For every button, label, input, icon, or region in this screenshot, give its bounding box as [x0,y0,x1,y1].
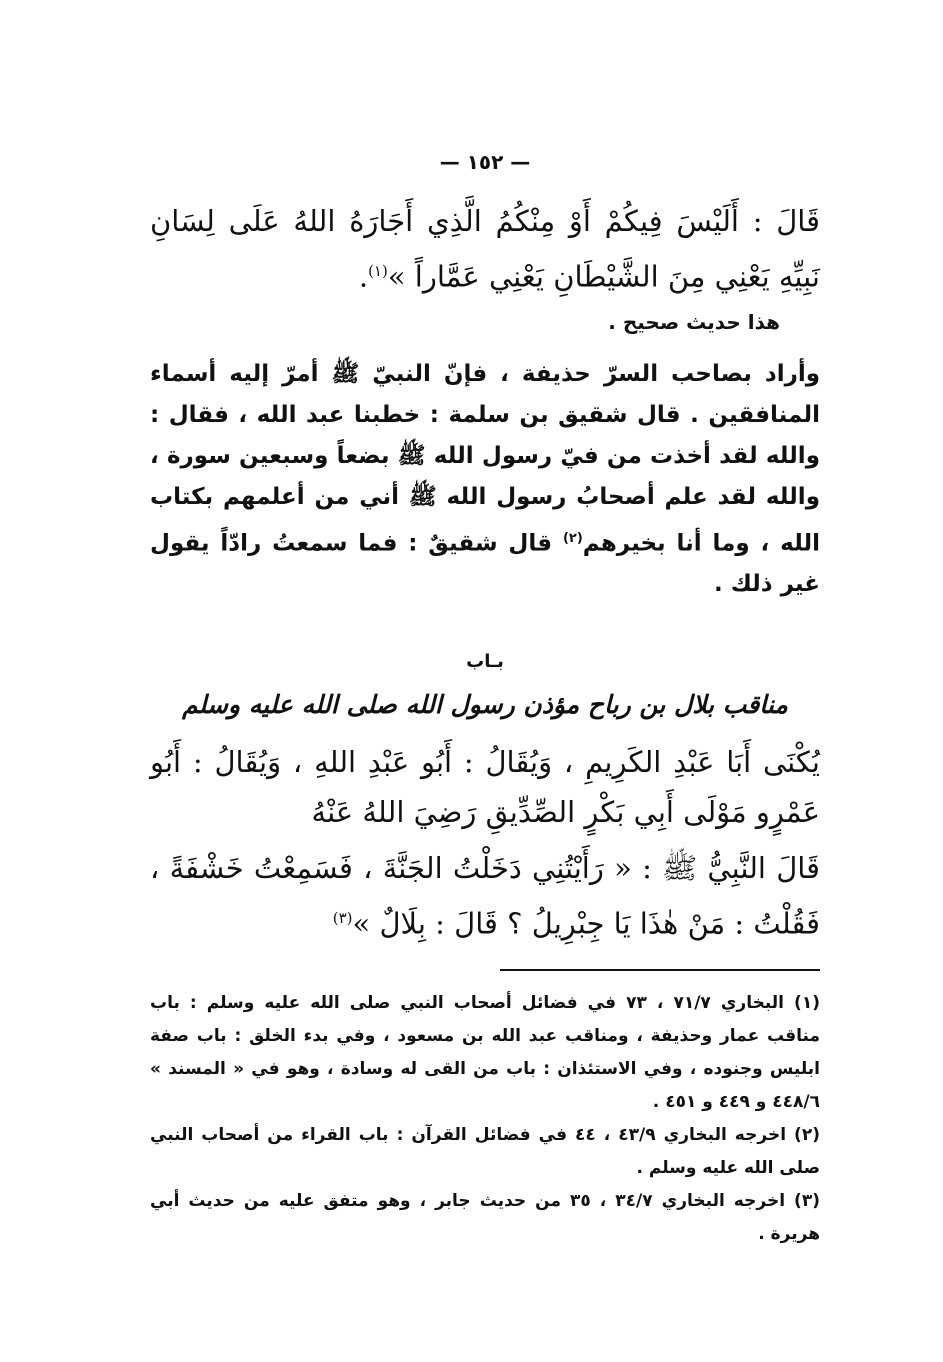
hadith-bilal-text: قَالَ النَّبِيُّ ﷺ : « رَأَيْتُنِي دَخَلْتُ الجَنَّةَ ، فَسَمِعْتُ خَشْفَةً ، فَقُلْتُ : مَنْ هٰذَا يَا جِبْرِيلُ ؟ قَالَ : بِلَالٌ » [150,851,820,941]
commentary-paragraph [150,354,820,606]
footnote-ref-3: (٣) [332,909,353,928]
footnote-1: (١) البخاري ٧١/٧ ، ٧٣ في فضائل أصحاب النبي صلى الله عليه وسلم : باب مناقب عمار وحذيفة ، ومناقب عبد الله بن مسعود ، وفي بدء الخلق : باب صفة ابليس وجنوده ، وفي الاستئذان : باب من القى له وسادة ، وهو في « المسند » ٤٤٨/٦ و ٤٤٩ و ٤٥١ . [150,992,820,1112]
footnote-3: (٣) اخرجه البخاري ٣٤/٧ ، ٣٥ من حديث جابر ، وهو متفق عليه من حديث أبي هريرة . [150,1190,820,1244]
footnotes [150,987,820,1251]
hadith-ammar-text: قَالَ : أَلَيْسَ فِيكُمْ أَوْ مِنْكُمُ الَّذِي أَجَارَهُ اللهُ عَلَى لِسَانِ نَبِيِّهِ يَعْنِي مِنَ الشَّيْطَانِ يَعْنِي عَمَّاراً » [150,204,820,294]
page-number: — ١٥٢ — [439,150,531,174]
hadith-ammar [150,196,820,302]
footnote-ref-2: (٢) [562,530,583,546]
hadith-grade: هذا حديث صحيح . [608,309,780,334]
hadith-ammar-stop: . [358,259,369,294]
hadith-bilal [150,843,820,949]
footnote-divider [500,969,820,971]
book-page [150,150,820,1251]
footnote-ref-1: (١) [368,262,388,280]
chapter-label: بـاب [466,651,504,673]
commentary-text: وأراد بصاحب السرّ حذيفة ، فإنّ النبيّ ﷺ أمرّ إليه أسماء المنافقين . قال شقيق بن سلمة : خطبنا عبد الله ، فقال : والله لقد أخذت من فيّ رسول الله ﷺ بضعاً وسبعين سورة ، والله لقد علم أصحابُ رسول الله ﷺ أني من أعلمهم بكتاب الله ، وما أنا بخيرهم [150,360,820,557]
bilal-kunya: يُكْنَى أَبَا عَبْدِ الكَرِيمِ ، وَيُقَالُ : أَبُو عَبْدِ اللهِ ، وَيُقَالُ : أَبُو عَمْرٍو مَوْلَى أَبِي بَكْرٍ الصِّدِّيقِ رَضِيَ اللهُ عَنْهُ [150,745,820,830]
chapter-title: مناقب بلال بن رباح مؤذن رسول الله صلى الله عليه وسلم [182,690,788,720]
footnote-2: (٢) اخرجه البخاري ٤٣/٩ ، ٤٤ في فضائل القرآن : باب القراء من أصحاب النبي صلى الله عليه وسلم . [150,1124,820,1178]
commentary-text-end: قال شقيقٌ : فما سمعتُ رادّاً يقول غير ذلك . [150,530,820,598]
